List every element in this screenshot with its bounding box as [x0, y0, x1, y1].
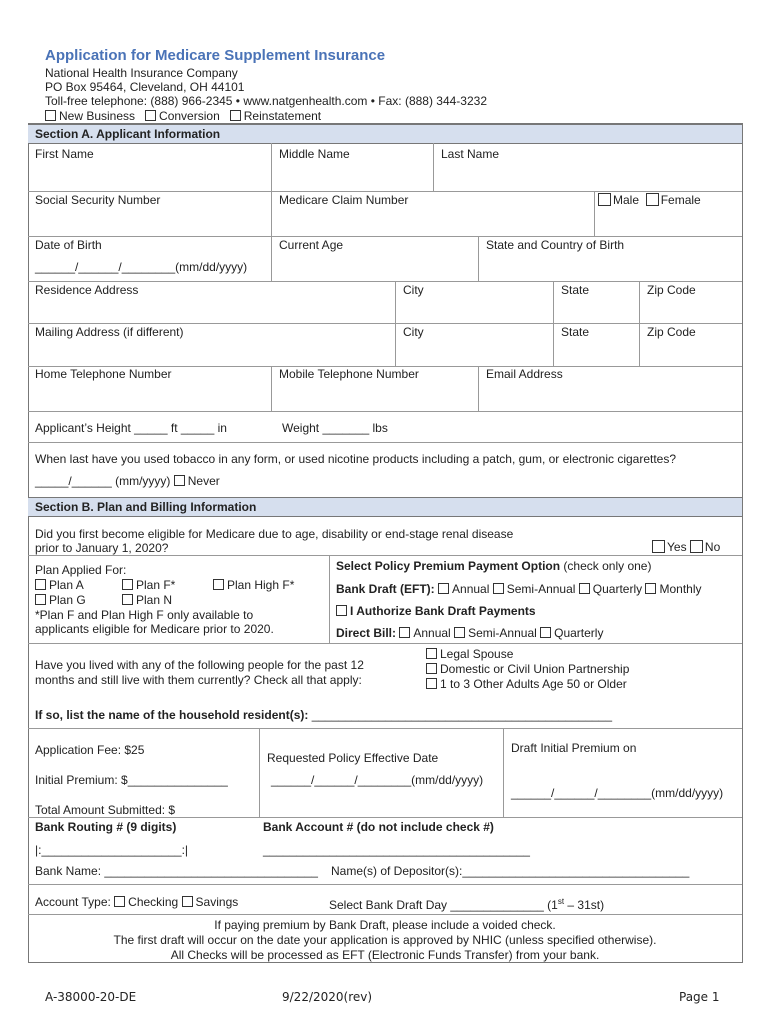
gender-row: [598, 193, 701, 207]
bank-draft-row: Bank Draft (EFT): Annual Semi-Annual Quarterly Monthly: [336, 582, 702, 596]
no-label: No: [704, 540, 721, 554]
current-age-label: Current Age: [279, 238, 344, 252]
female-label: Female: [660, 193, 701, 207]
conversion-label: Conversion: [159, 109, 220, 123]
tobacco-question: When last have you used tobacco in any form, or used nicotine products including a patch, gum, or electronic cigarettes?: [35, 452, 677, 466]
no-checkbox[interactable]: [690, 540, 705, 554]
residence-city-label: City: [403, 283, 424, 297]
revision-date: 9/22/2020(rev): [282, 990, 373, 1004]
eligibility-question-line1: Did you first become eligible for Medicare due to age, disability or end-stage renal disease: [35, 527, 514, 541]
male-label: Male: [613, 193, 640, 207]
home-phone-field[interactable]: [29, 383, 270, 410]
medicare-claim-label: Medicare Claim Number: [279, 193, 409, 207]
draft-initial-date-field[interactable]: ______/______/________(mm/dd/yyyy): [511, 786, 724, 800]
yes-label: Yes: [667, 540, 687, 554]
other-adults-option[interactable]: 1 to 3 Other Adults Age 50 or Older: [426, 677, 627, 691]
yes-checkbox[interactable]: [652, 540, 667, 554]
plan-a-option[interactable]: Plan A: [35, 578, 84, 592]
savings-option[interactable]: Savings: [182, 895, 239, 909]
domestic-partner-option[interactable]: Domestic or Civil Union Partnership: [426, 662, 629, 676]
reinstatement-label: Reinstatement: [243, 109, 322, 123]
account-field[interactable]: ________________________________________: [263, 843, 530, 857]
mailing-address-label: Mailing Address (if different): [35, 325, 184, 339]
draft-initial-label: Draft Initial Premium on: [511, 741, 637, 755]
direct-semi-annual-option[interactable]: Semi-Annual: [454, 626, 537, 640]
ssn-label: Social Security Number: [35, 193, 161, 207]
bank-quarterly-option[interactable]: Quarterly: [579, 582, 642, 596]
last-name-field[interactable]: [434, 162, 740, 190]
mailing-address-field[interactable]: [29, 340, 394, 365]
company-address: PO Box 95464, Cleveland, OH 44101: [45, 80, 245, 94]
height-field[interactable]: Applicant’s Height _____ ft _____ in: [35, 421, 227, 435]
bank-annual-option[interactable]: Annual: [438, 582, 489, 596]
plan-applied-label: Plan Applied For:: [35, 563, 127, 577]
medicare-claim-field[interactable]: [272, 208, 592, 235]
residence-address-label: Residence Address: [35, 283, 139, 297]
account-label: Bank Account # (do not include check #): [263, 820, 494, 834]
effective-date-label: Requested Policy Effective Date: [267, 751, 439, 765]
plan-n-option[interactable]: Plan N: [122, 593, 172, 607]
eft-note: All Checks will be processed as EFT (Electronic Funds Transfer) from your bank.: [170, 948, 600, 962]
household-question-line2: months and still live with them currently? Check all that apply:: [35, 673, 362, 687]
bank-monthly-option[interactable]: Monthly: [645, 582, 701, 596]
email-label: Email Address: [486, 367, 563, 381]
form-number: A-38000-20-DE: [45, 990, 137, 1004]
plan-g-option[interactable]: Plan G: [35, 593, 86, 607]
residence-state-label: State: [561, 283, 590, 297]
company-contact: Toll-free telephone: (888) 966-2345 • www.natgenhealth.com • Fax: (888) 344-3232: [45, 94, 488, 108]
residence-address-field[interactable]: [29, 298, 394, 322]
plan-f-option[interactable]: Plan F*: [122, 578, 175, 592]
routing-label: Bank Routing # (9 digits): [35, 820, 177, 834]
direct-bill-row: Direct Bill: Annual Semi-Annual Quarterly: [336, 626, 604, 640]
first-draft-note: The first draft will occur on the date your application is approved by NHIC (unless specified otherwise).: [113, 933, 657, 947]
legal-spouse-option[interactable]: Legal Spouse: [426, 647, 513, 661]
application-fee: Application Fee: $25: [35, 743, 145, 757]
draft-day-field[interactable]: Select Bank Draft Day ______________ (1st – 31st): [329, 897, 605, 912]
weight-field[interactable]: Weight _______ lbs: [282, 421, 388, 435]
account-type-row: Account Type: Checking Savings: [35, 895, 239, 909]
eligibility-question-line2: prior to January 1, 2020?: [35, 541, 169, 555]
mailing-state-label: State: [561, 325, 590, 339]
tobacco-date-field[interactable]: _____/______ (mm/yyyy): [35, 474, 171, 488]
new-business-checkbox[interactable]: [45, 109, 59, 123]
eligibility-answer: [652, 540, 720, 554]
first-name-field[interactable]: [29, 162, 270, 190]
authorize-checkbox[interactable]: I Authorize Bank Draft Payments: [336, 604, 536, 618]
ssn-field[interactable]: [29, 208, 270, 235]
last-name-label: Last Name: [441, 147, 500, 161]
never-checkbox[interactable]: [174, 474, 188, 488]
company-name: National Health Insurance Company: [45, 66, 238, 80]
routing-field[interactable]: |:_____________________:|: [35, 843, 189, 857]
mailing-city-label: City: [403, 325, 424, 339]
initial-premium-field[interactable]: Initial Premium: $_______________: [35, 773, 228, 787]
bank-semi-annual-option[interactable]: Semi-Annual: [493, 582, 576, 596]
application-type-row: [45, 109, 321, 123]
page-number: Page 1: [679, 990, 720, 1004]
never-label: Never: [187, 474, 220, 488]
mailing-zip-label: Zip Code: [647, 325, 696, 339]
bank-name-field[interactable]: Bank Name: ________________________________: [35, 864, 318, 878]
total-submitted-field[interactable]: Total Amount Submitted: $: [35, 803, 176, 817]
dob-label: Date of Birth: [35, 238, 102, 252]
section-b-header: Section B. Plan and Billing Information: [28, 497, 742, 517]
dob-field[interactable]: ______/______/________(mm/dd/yyyy): [35, 260, 248, 274]
depositors-field[interactable]: Name(s) of Depositor(s):__________________________________: [331, 864, 690, 878]
current-age-field[interactable]: [272, 253, 477, 280]
first-name-label: First Name: [35, 147, 94, 161]
residence-zip-label: Zip Code: [647, 283, 696, 297]
male-checkbox[interactable]: [598, 193, 613, 207]
reinstatement-checkbox[interactable]: [230, 109, 244, 123]
home-phone-label: Home Telephone Number: [35, 367, 172, 381]
direct-annual-option[interactable]: Annual: [399, 626, 450, 640]
new-business-label: New Business: [59, 109, 136, 123]
female-checkbox[interactable]: [646, 193, 661, 207]
form-title: Application for Medicare Supplement Insurance: [45, 47, 386, 64]
middle-name-label: Middle Name: [279, 147, 350, 161]
birth-place-field[interactable]: [479, 253, 741, 280]
section-a-header: Section A. Applicant Information: [28, 124, 742, 144]
payment-option-title: Select Policy Premium Payment Option (check only one): [336, 559, 652, 573]
household-resident-row: If so, list the name of the household resident(s): _____________________________________________: [35, 708, 613, 722]
household-question-line1: Have you lived with any of the following people for the past 12: [35, 658, 364, 672]
checking-option[interactable]: Checking: [114, 895, 178, 909]
direct-quarterly-option[interactable]: Quarterly: [540, 626, 603, 640]
middle-name-field[interactable]: [272, 146, 432, 190]
conversion-checkbox[interactable]: [145, 109, 159, 123]
tobacco-answer-row: [35, 474, 220, 488]
plan-high-f-option[interactable]: Plan High F*: [213, 578, 294, 592]
mobile-phone-label: Mobile Telephone Number: [279, 367, 419, 381]
plan-note-line2: applicants eligible for Medicare prior to 2020.: [35, 622, 274, 636]
birth-place-label: State and Country of Birth: [486, 238, 625, 252]
mobile-phone-field[interactable]: [272, 383, 477, 410]
email-field[interactable]: [479, 383, 741, 410]
voided-check-note: If paying premium by Bank Draft, please include a voided check.: [214, 918, 556, 932]
effective-date-field[interactable]: ______/______/________(mm/dd/yyyy): [271, 773, 484, 787]
household-resident-field[interactable]: _____________________________________________: [311, 708, 613, 722]
plan-note-line1: *Plan F and Plan High F only available to: [35, 608, 254, 622]
